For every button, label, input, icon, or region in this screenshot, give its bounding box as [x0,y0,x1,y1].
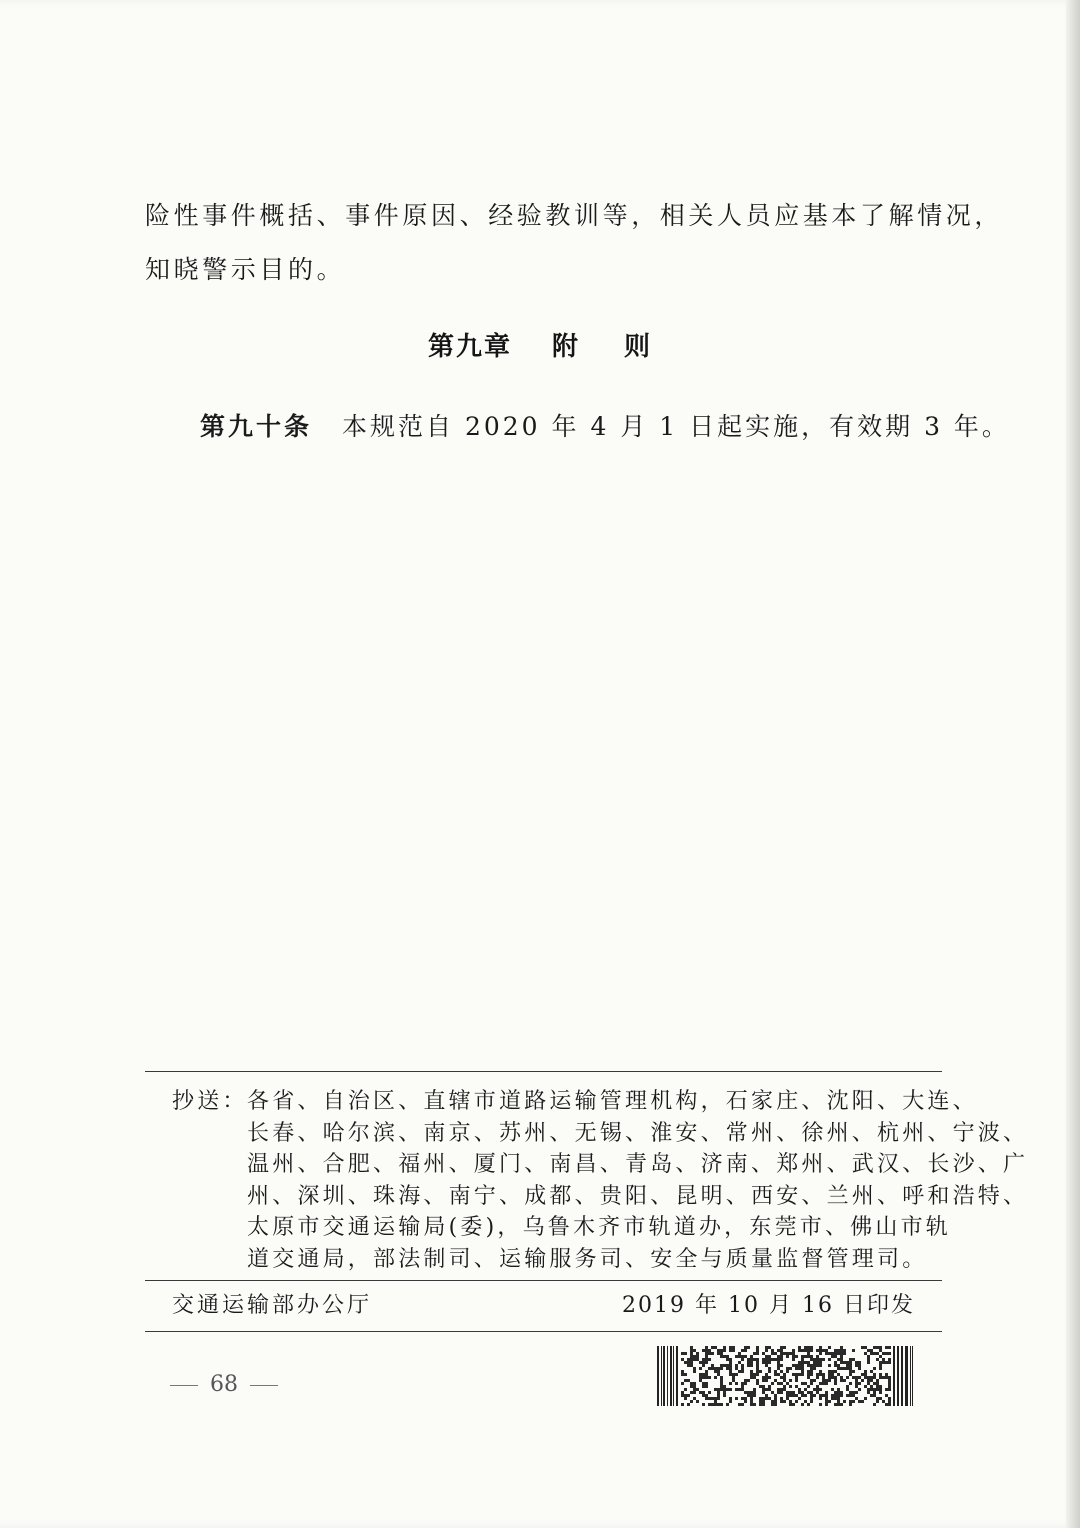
cc-line: 州、深圳、珠海、南宁、成都、贵阳、昆明、西安、兰州、呼和浩特、 [247,1183,1029,1209]
cc-line: 道交通局，部法制司、运输服务司、安全与质量监督管理司。 [247,1246,928,1272]
chapter-title-part-2: 则 [624,332,653,362]
chapter-number: 第九章 [427,332,512,362]
page-number-dash-left [170,1385,198,1386]
issue-date: 2019 年 10 月 16 日印发 [622,1293,915,1318]
article-label: 第九十条 [200,412,313,441]
cc-line: 各省、自治区、直辖市道路运输管理机构，石家庄、沈阳、大连、 [247,1089,978,1114]
cc-label: 抄送： [172,1089,248,1114]
cc-top-rule [145,1071,942,1072]
body-text-line-1: 险性事件概括、事件原因、经验教训等，相关人员应基本了解情况， [145,201,1004,230]
barcode-icon [657,1346,915,1406]
issuer-bottom-rule [145,1331,942,1332]
page-number-dash-right [250,1385,278,1386]
page-number [158,1374,290,1396]
article-text: 本规范自 2020 年 4 月 1 日起实施，有效期 3 年。 [342,412,1010,441]
article-ninety [200,414,1010,439]
chapter-title-part-1: 附 [551,332,580,362]
issuer-top-rule [145,1280,942,1281]
issuer-name: 交通运输部办公厅 [172,1293,373,1318]
body-text-line-2: 知晓警示目的。 [145,255,346,284]
cc-line: 长春、哈尔滨、南京、苏州、无锡、淮安、常州、徐州、杭州、宁波、 [247,1120,1029,1146]
chapter-heading [0,334,1080,360]
cc-line: 温州、合肥、福州、厦门、南昌、青岛、济南、郑州、武汉、长沙、广 [247,1152,1029,1178]
cc-recipients [247,1086,1029,1276]
page-number-value: 68 [210,1372,238,1397]
cc-line: 太原市交通运输局(委)，乌鲁木齐市轨道办，东莞市、佛山市轨 [247,1215,951,1241]
